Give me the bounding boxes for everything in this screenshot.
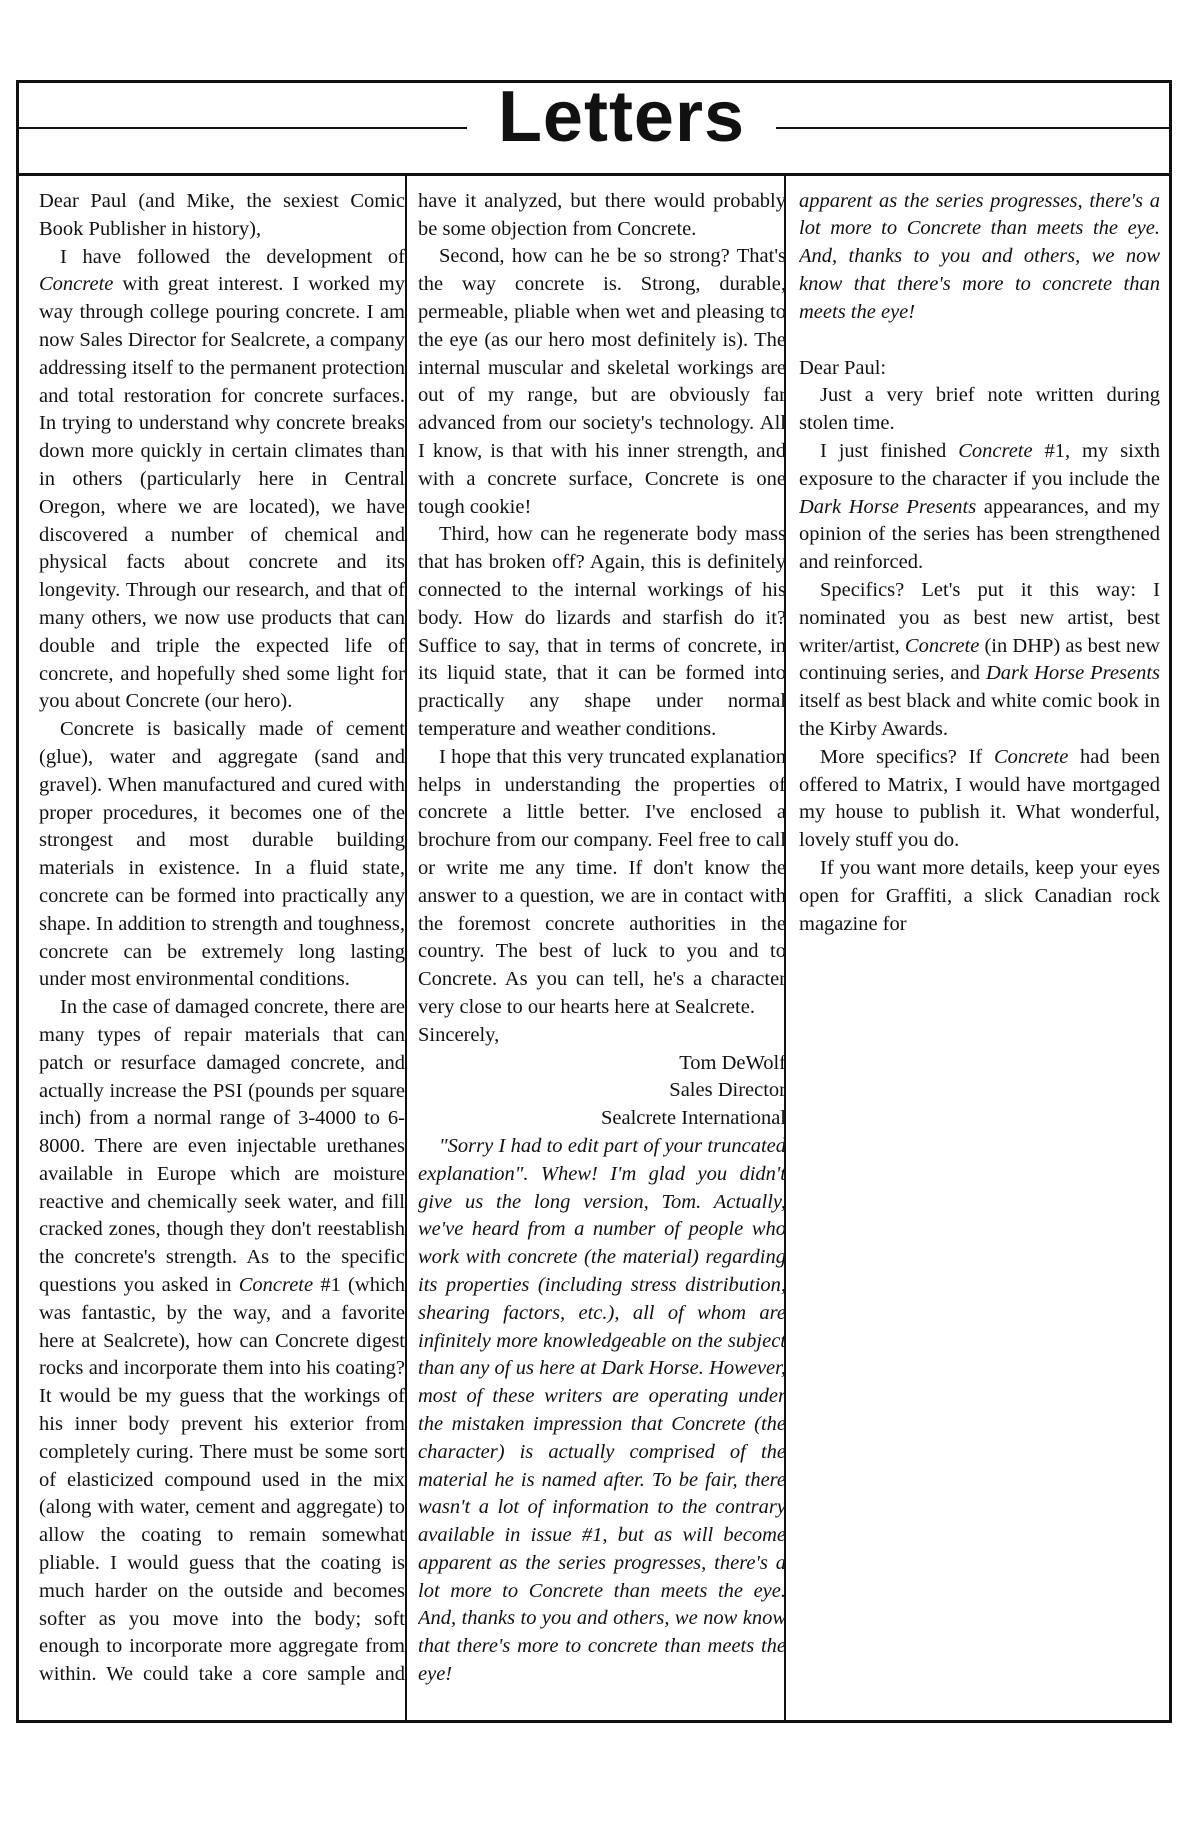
editor-reply-col3: apparent as the series progresses, there's a lot more to Concrete than meets the eye. And, thanks to you and others, we now know that there's more to concrete than meets the eye! [799, 189, 1160, 323]
signature-name-col2: Tom DeWolf [679, 1051, 786, 1074]
letter2-paragraph-4-col3: More specifics? If Concrete had been offered to Matrix, I would have mortgaged my house to publish it. What wonderful, lovely stuff you do. [799, 745, 1160, 852]
editor-reply-col2: "Sorry I had to edit part of your truncated explanation". Whew! I'm glad you didn't give us the long version, Tom. Actually, we've heard from a number of people who work with concrete (the material) regarding its properties (including stress distribution, shearing factors, etc.), all of whom are infinitely more knowledgeable on the subject than any of us here at Dark Horse. However, most of these writers are operating under the mistaken impression that Concrete (the character) is actually comprised of the material he is named after. To be fair, there wasn't a lot of information to the contrary available in issue #1, but as will become apparent as the series progresses, there's a lot more to Concrete than meets the eye. And, thanks to you and others, we now know that there's more to concrete than meets the eye! [418, 1134, 786, 1686]
letter1-paragraph-1: I have followed the development of Concrete with great interest. I worked my way through college pouring concrete. I am now Sales Director for Sealcrete, a company addressing itself to the permanent protection and total restoration for concrete surfaces. In trying to understand why concrete breaks down more quickly in certain climates than in others (particularly here in Central Oregon, where we are located), we have discovered a number of chemical and physical facts about concrete and its longevity. Through our research, and that of many others, we now use products that can double and triple the expected life of concrete, and hopefully shed some light for you about Concrete (our hero). [39, 245, 405, 713]
column-1 [39, 188, 405, 1689]
column-divider-1 [405, 173, 407, 1720]
letter-separator-col3 [799, 327, 1160, 355]
signature-title-col2: Sales Director [669, 1079, 786, 1102]
letter2-salutation-col3: Dear Paul: [799, 356, 887, 379]
header-rule-left [19, 127, 467, 129]
signature-company-col2: Sealcrete International [601, 1107, 786, 1130]
header-rule-right [776, 127, 1169, 129]
letter1-closing-col2: Sincerely, [418, 1023, 500, 1046]
letter1-paragraph-2: Concrete is basically made of cement (glue), water and aggregate (sand and gravel). When manufactured and cured with proper procedures, it becomes one of the strongest and most durable building materials in existence. In a fluid state, concrete can be formed into practically any shape. In addition to strength and toughness, concrete can be extremely long lasting under most environmental conditions. [39, 718, 405, 991]
letter1-paragraph-5-col2: Third, how can he regenerate body mass that has broken off? Again, this is definitely connected to the internal workings of his body. How do lizards and starfish do it? Suffice to say, that in terms of concrete, in its liquid state, that it can be formed into practically any shape under normal temperature and weather conditions. [418, 523, 786, 740]
letter1-paragraph-3: In the case of damaged concrete, there are many types of repair materials that can patch or resurface damaged concrete, and actually increase the PSI (pounds per square inch) from a normal range of 3-4000 to 6-8000. There are even injectable urethanes available in Europe which are moisture reactive and chemically seek water, and fill cracked zones, though they don't reestablish the concrete's strength. As to the specific questions you asked in Concrete #1 (which was fantastic, by the way, and a favorite here at Sealcrete), how can Concrete digest rocks and incorporate them into his coating? It would be my guess that the workings of his inner body prevent his exterior from completely curing. There must be some sort of elasticized compound used in the mix (along with water, cement and aggregate) to allow the coating to remain somewhat pliable. I would guess that the coating is much harder on the outside and becomes softer as you move into the body; soft enough to incorporate more aggregate from within. We could take a core sample and [39, 996, 405, 1686]
letter2-paragraph-2-col3: I just finished Concrete #1, my sixth exposure to the character if you include the Dark Horse Presents appearances, and my opinion of the series has been strengthened and reinforced. [799, 440, 1160, 574]
letters-page-frame [16, 77, 1172, 1723]
column-3 [799, 188, 1160, 1689]
letter2-paragraph-5-col3: If you want more details, keep your eyes open for Graffiti, a slick Canadian rock magazine for [799, 857, 1160, 935]
letter1-paragraph-6-col2: I hope that this very truncated explanation helps in understanding the properties of concrete a little better. I've enclosed a brochure from our company. Feel free to call or write me any time. If don't know the answer to a question, we are in contact with the foremost concrete authorities in the country. The best of luck to you and to Concrete. As you can tell, he's a character very close to our hearts here at Sealcrete. [418, 745, 786, 1018]
letter2-paragraph-1-col3: Just a very brief note written during stolen time. [799, 384, 1160, 435]
letter1-paragraph-3-col2: have it analyzed, but there would probably be some objection from Concrete. [418, 189, 786, 240]
letter1-salutation: Dear Paul (and Mike, the sexiest Comic Book Publisher in history), [39, 190, 405, 240]
column-2 [418, 188, 786, 1689]
letter1-paragraph-4-col2: Second, how can he be so strong? That's the way concrete is. Strong, durable, permeable, pliable when wet and pleasing to the eye (as our hero most definitely is). The internal muscular and skeletal workings are out of my range, but are obviously far advanced from our society's technology. All I know, is that with his inner strength, and with a concrete surface, Concrete is one tough cookie! [418, 245, 786, 518]
letters-header [19, 77, 1169, 176]
letter2-paragraph-3-col3: Specifics? Let's put it this way: I nominated you as best new artist, best writer/artist, Concrete (in DHP) as best new continuing series, and Dark Horse Presents itself as best black and white comic book in the Kirby Awards. [799, 579, 1160, 741]
page-title: Letters [497, 77, 746, 157]
